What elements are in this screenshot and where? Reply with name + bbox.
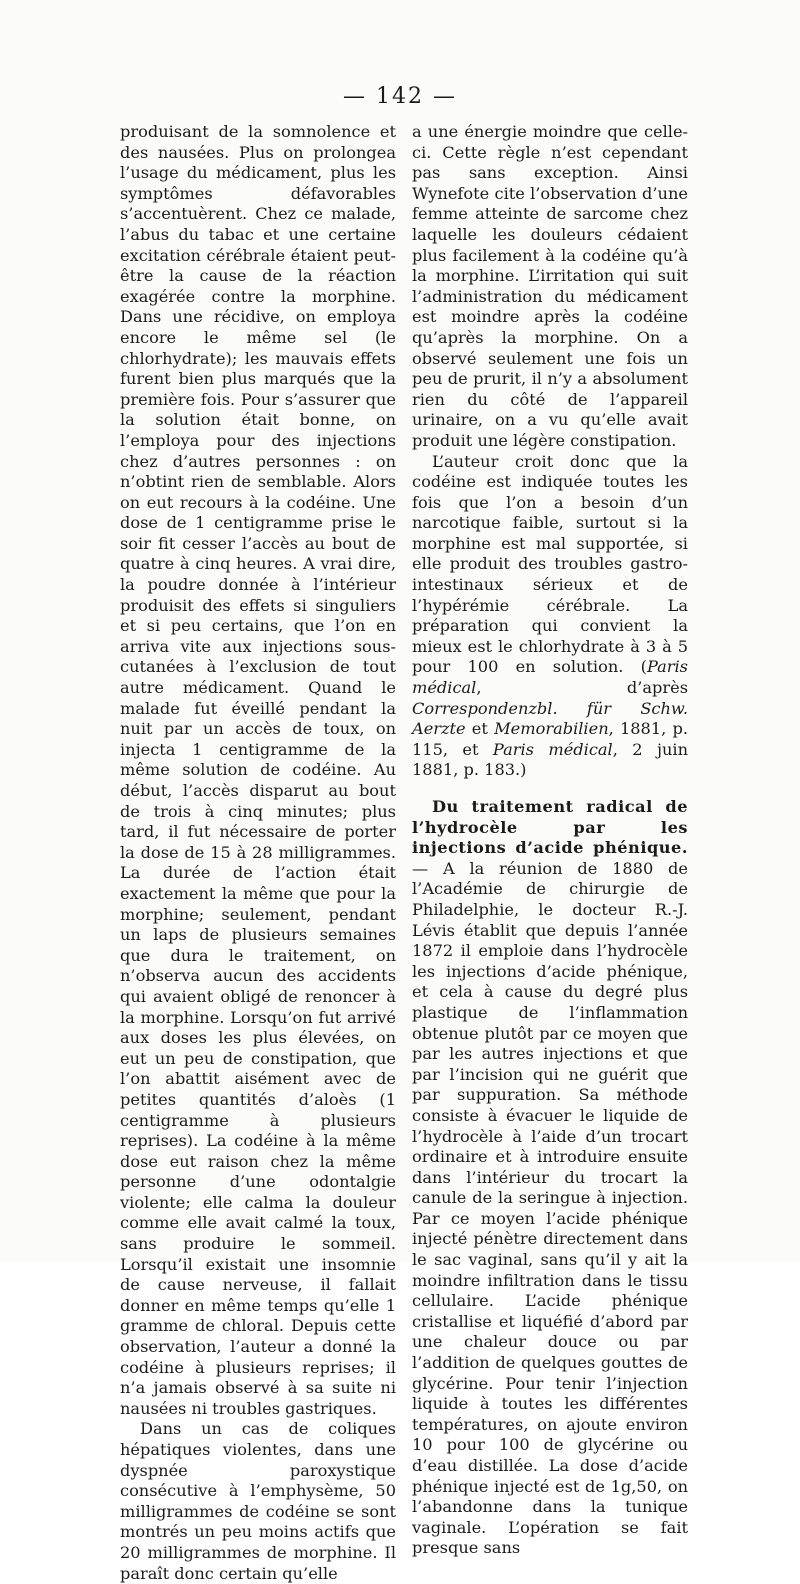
- citation-mid-1: , d’après: [476, 678, 688, 698]
- page-number: — 142 —: [343, 84, 457, 109]
- left-paragraph-1: produisant de la somnolence et des nausées. Plus on prolongea l’usage du médicament, plus les symptômes défavorables s’accentuèrent. Chez ce malade, l’abus du tabac et une certaine excitation cérébrale étaient peut-être la cause de la réaction exagérée contre la morphine. Dans une récidive, on employa encore le même sel (le chlorhydrate); les mauvais effets furent bien plus marqués que la première fois. Pour s’assurer que la solution était bonne, on l’employa pour des injections chez d’autres personnes : on n’obtint rien de semblable. Alors on eut recours à la codéine. Une dose de 1 centigramme prise le soir fit cesser l’accès au bout de quatre à cinq heures. A vrai dire, la poudre donnée à l’intérieur produisit des effets si singuliers et si peu certains, que l’on en arriva vite aux injections sous-cutanées à l’exclusion de tout autre médicament. Quand le malade fut éveillé pendant la nuit par un accès de toux, on injecta 1 centigramme de la même solution de codéine. Au début, l’accès disparut au bout de trois à cinq minutes; plus tard, il fut nécessaire de porter la dose de 15 à 28 milligrammes. La durée de l’action était exactement la même que pour la morphine; seulement, pendant un laps de plusieurs semaines que dura le traitement, on n’observa aucun des accidents qui avaient obligé de renoncer à la morphine. Lorsqu’on fut arrivé aux doses les plus élevées, on eut un peu de constipation, que l’on abattit aisément avec de petites quantités d’aloès (1 centigramme à plusieurs reprises). La codéine à la même dose eut raison chez la même personne d’une odontalgie violente; elle calma la douleur comme elle avait calmé la toux, sans produire le sommeil. Lorsqu’il existait une insomnie de cause nerveuse, il fallait donner en même temps qu’elle 1 gramme de chloral. Depuis cette observation, l’auteur a donné la codéine à plusieurs reprises; il n’a jamais observé à sa suite ni nausées ni troubles gastriques.: [120, 122, 396, 1418]
- citation-mid-2: et: [465, 719, 495, 739]
- citation-journal-1: Paris médical: [412, 657, 688, 698]
- right-column: [412, 122, 688, 1559]
- right-paragraph-1: a une énergie moindre que celle-ci. Cette règle n’est cependant pas sans exception. Ainsi Wynefote cite l’observation d’une femme atteinte de sarcome chez laquelle les douleurs cédaient plus facilement à la codéine qu’à la morphine. L’irritation qui suit l’administration du médicament est moindre après la codéine qu’après la morphine. On a observé seulement une fois un peu de prurit, il n’y a absolument rien du côté de l’appareil urinaire, on a vu qu’elle avait produit une légère constipation.: [412, 122, 688, 450]
- left-paragraph-2: Dans un cas de coliques hépatiques violentes, dans une dyspnée paroxystique consécutive à l’emphysème, 50 milligrammes de codéine se sont montrés un peu moins actifs que 20 milligrammes de morphine. Il paraît donc certain qu’elle: [120, 1419, 396, 1583]
- section-paragraph: [412, 797, 688, 1559]
- section-body: — A la réunion de 1880 de l’Académie de chirurgie de Philadelphie, le docteur R.-J. Lévis établit que depuis l’année 1872 il emploie dans l’hydrocèle les injections d’acide phénique, et cela à cause du degré plus plastique de l’inflammation obtenue plutôt par ce moyen que par les autres injections et que par l’incision qui ne guérit que par suppuration. Sa méthode consiste à évacuer le liquide de l’hydrocèle à l’aide d’un trocart ordinaire et à introduire ensuite dans l’intérieur du trocart la canule de la seringue à injection. Par ce moyen l’acide phénique injecté pénètre directement dans le sac vaginal, sans qu’il y ait la moindre infiltration dans le tissu cellulaire. L’acide phénique cristallise et liquéfié d’abord par une chaleur douce ou par l’addition de quelques gouttes de glycérine. Pour tenir l’injection liquide à toutes les différentes températures, on ajoute environ 10 pour 100 de glycérine ou d’eau distillée. La dose d’acide phénique injecté est de 1g,50, on l’abandonne dans la tunique vaginale. L’opération se fait presque sans: [412, 858, 688, 1558]
- left-column: [120, 122, 396, 1584]
- citation-journal-4: Paris médical: [492, 739, 613, 759]
- citation-journal-2: Correspondenzbl. für Schw. Aerzte: [412, 698, 688, 739]
- citation-open: (: [623, 657, 647, 677]
- citation-journal-3: Memorabilien: [494, 719, 609, 739]
- right-paragraph-2-text: L’auteur croit donc que la codéine est indiquée toutes les fois que l’on a besoin d’un narcotique faible, surtout si la morphine est mal supportée, si elle produit des troubles gastro-intestinaux sérieux et de l’hypérémie cérébrale. La préparation qui convient la mieux est le chlorhydrate à 3 à 5 pour 100 en solution.: [412, 451, 688, 677]
- citation-close: , 2 juin 1881, p. 183.): [412, 739, 688, 780]
- citation-mid-3: , 1881, p. 115, et: [412, 719, 688, 759]
- right-paragraph-2: [412, 452, 688, 782]
- section-heading: Du traitement radical de l’hydrocèle par les injections d’acide phénique.: [412, 797, 688, 858]
